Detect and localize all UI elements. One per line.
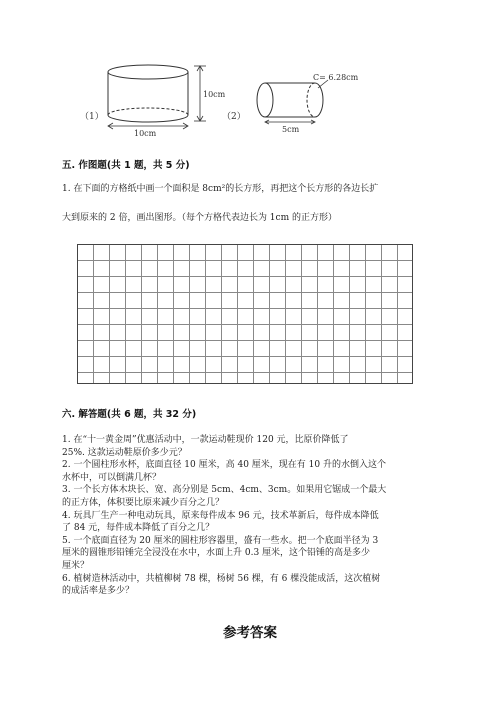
question-line: 25%. 这款运动鞋原价多少元？	[62, 447, 187, 458]
figures-area	[60, 58, 460, 138]
question-line: 了 84 元，每件成本降低了百分之几？	[62, 523, 215, 534]
question-line: 6. 植树造林活动中，共植柳树 78 棵，杨树 56 棵，有 6 棵没能成活，这次植树	[62, 573, 381, 584]
question-line: 1. 在“十一黄金周”优惠活动中，一款运动鞋现价 120 元，比原价降低了	[62, 435, 349, 445]
figure-2-label: （2）	[222, 112, 246, 122]
section-5-title: 五. 作图题(共 1 题，共 5 分)	[62, 160, 190, 171]
question-line: 水杯中，可以倒满几杯？	[62, 472, 162, 483]
figure-2-circumference-label: C= 6.28cm	[313, 73, 359, 82]
section-6-questions	[62, 434, 386, 598]
figure-2-length-label: 5cm	[282, 125, 300, 134]
section-5-question-line-1: 1. 在下面的方格纸中画一个面积是 8cm²的长方形，再把这个长方形的各边长扩	[62, 184, 379, 194]
question-line: 3. 一个长方体木块长、宽、高分别是 5cm、4cm、3cm。如果用它锯成一个最大	[62, 485, 387, 496]
figure-1-label: （1）	[80, 112, 104, 122]
question-line: 2. 一个圆柱形水杯，底面直径 10 厘米，高 40 厘米，现在有 10 升的水倒入这个	[62, 460, 386, 471]
question-line: 的正方体，体积要比原来减少百分之几？	[62, 497, 225, 508]
question-line: 的成活率是多少？	[62, 586, 135, 597]
cylinder-figure-2	[257, 80, 328, 124]
section-6-title: 六. 解答题(共 6 题，共 32 分)	[62, 409, 197, 420]
section-5-question-line-2: 大到原来的 2 倍，画出图形。（每个方格代表边长为 1cm 的正方形）	[62, 213, 337, 223]
grid-paper	[77, 244, 413, 384]
question-line: 厘米的圆锥形铅锤完全浸没在水中，水面上升 0.3 厘米，这个铅锤的高是多少	[62, 548, 371, 559]
question-line: 厘米？	[62, 560, 90, 571]
answer-section-title: 参考答案	[223, 625, 277, 641]
question-line: 4. 玩具厂生产一种电动玩具，原来每件成本 96 元，技术革新后，每件成本降低	[62, 510, 379, 521]
question-line: 5. 一个底面直径为 20 厘米的圆柱形容器里，盛有一些水。把一个底面半径为 3	[62, 535, 379, 546]
cylinder-figure-1	[108, 65, 206, 129]
figure-1-width-label: 10cm	[134, 129, 157, 138]
figure-1-height-label: 10cm	[203, 90, 226, 99]
geometry-figures	[60, 58, 460, 138]
